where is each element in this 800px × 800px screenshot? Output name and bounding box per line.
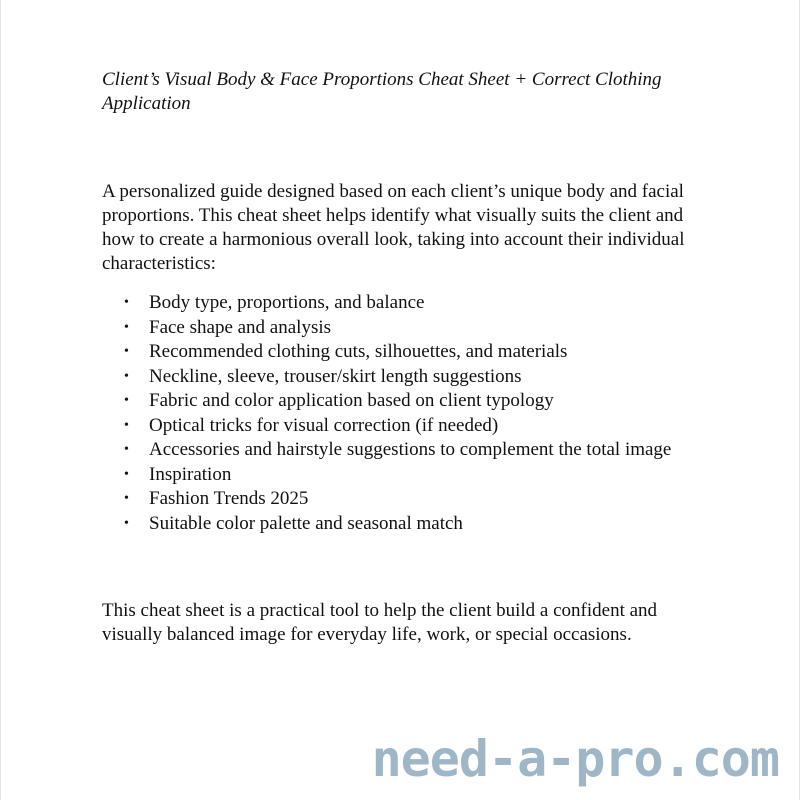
list-item (102, 316, 689, 341)
list-item (102, 438, 689, 463)
list-item-text: Body type, proportions, and balance (149, 292, 425, 313)
bullet-icon: • (124, 393, 129, 408)
bullet-icon: • (124, 491, 129, 506)
list-item (102, 365, 689, 390)
document-title: Client’s Visual Body & Face Proportions Cheat Sheet + Correct Clothing Application (102, 69, 662, 114)
bullet-icon: • (124, 344, 129, 359)
list-item-text: Face shape and analysis (149, 316, 332, 338)
list-item (102, 512, 689, 537)
bullet-icon: • (124, 295, 129, 310)
list-item (102, 463, 689, 488)
list-item-text: Neckline, sleeve, trouser/skirt length suggestions (149, 365, 522, 387)
list-item-text: Fashion Trends 2025 (149, 488, 309, 509)
bullet-icon: • (124, 368, 129, 384)
list-item (102, 340, 689, 365)
bullet-icon: • (124, 466, 129, 482)
list-item (102, 389, 689, 414)
list-item-text: Suitable color palette and seasonal match (149, 512, 463, 534)
feature-list (102, 291, 702, 536)
bullet-icon: • (124, 319, 129, 335)
list-item (102, 414, 689, 439)
list-item-text: Inspiration (149, 463, 232, 485)
list-item (102, 291, 689, 316)
list-item-text: Fabric and color application based on client typology (149, 390, 554, 411)
bullet-icon: • (124, 515, 129, 531)
list-item-text: Recommended clothing cuts, silhouettes, and materials (149, 341, 568, 362)
list-item-text: Accessories and hairstyle suggestions to complement the total image (149, 439, 672, 460)
closing-paragraph: This cheat sheet is a practical tool to help the client build a confident and visually balanced image for everyday life, work, or special occasions. (102, 600, 658, 645)
list-item-text: Optical tricks for visual correction (if needed) (149, 414, 499, 436)
bullet-icon: • (124, 442, 129, 457)
document-content (102, 68, 702, 647)
site-watermark: need-a-pro.com (371, 730, 779, 788)
list-item (102, 487, 689, 512)
bullet-icon: • (124, 417, 129, 433)
intro-paragraph: A personalized guide designed based on each client’s unique body and facial proportions. This cheat sheet helps identify what visually suits the client and how to create a harmonious overall look, taking into account their individual characteristics: (102, 181, 685, 274)
